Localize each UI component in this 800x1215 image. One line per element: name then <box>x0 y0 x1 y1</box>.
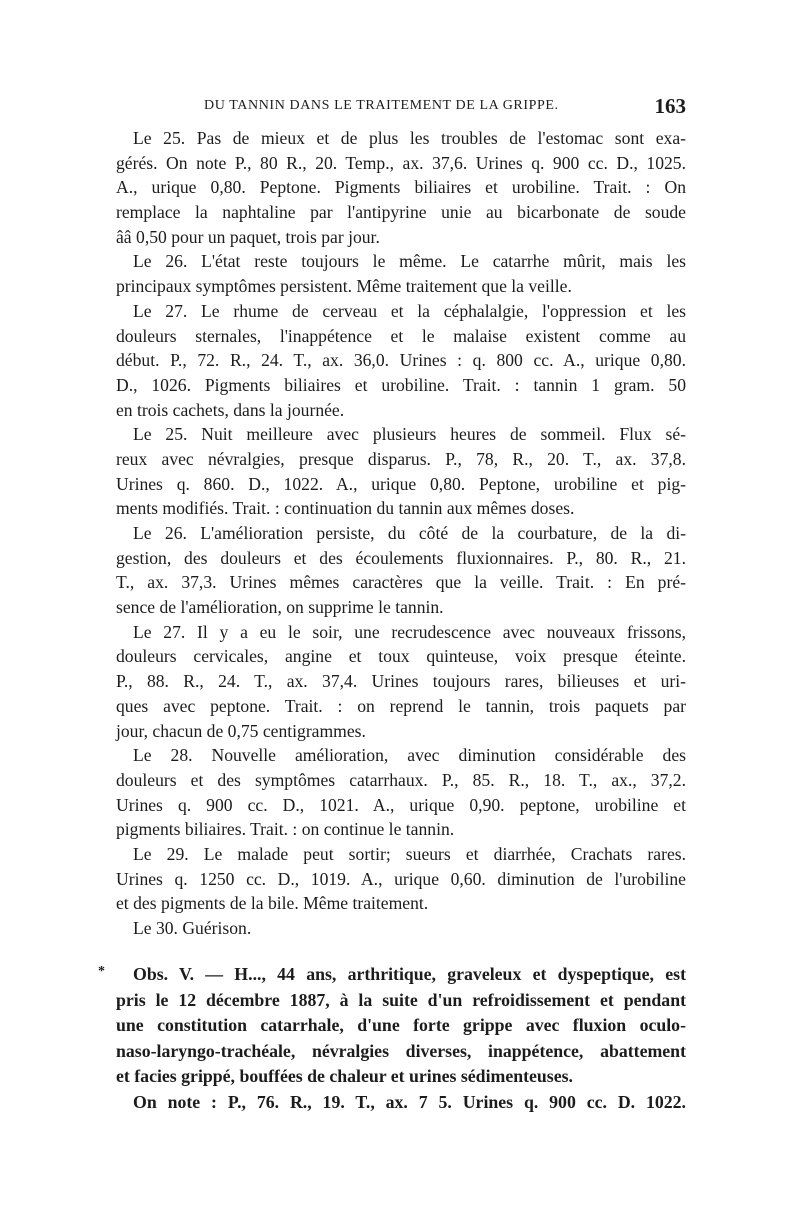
page-number: 163 <box>654 94 686 118</box>
running-head <box>116 94 686 118</box>
text-line: ments modifiés. Trait. : continuation du tannin aux mêmes doses. <box>116 498 575 519</box>
text-line: en trois cachets, dans la journée. <box>116 399 345 420</box>
observation-paragraph <box>116 962 686 1115</box>
text-line: gérés. On note P., 80 R., 20. Temp., ax. 37,6. Urines q. 900 cc. D., 1025. <box>116 152 686 173</box>
text-line: Le 25. Nuit meilleure avec plusieurs heures de sommeil. Flux sé- <box>133 424 686 445</box>
text-line: Le 25. Pas de mieux et de plus les troubles de l'estomac sont exa- <box>133 128 686 148</box>
text-line: douleurs et des symptômes catarrhaux. P., 85. R., 18. T., ax., 37,2. <box>116 769 686 790</box>
text-line: Le 27. Le rhume de cerveau et la céphalalgie, l'oppression et les <box>133 300 686 321</box>
text-line: Le 28. Nouvelle amélioration, avec diminution considérable des <box>133 745 686 766</box>
text-line: et des pigments de la bile. Même traitement. <box>116 893 429 914</box>
text-line: Le 27. Il y a eu le soir, une recrudescence avec nouveaux frissons, <box>133 621 686 642</box>
text-line: pigments biliaires. Trait. : on continue le tannin. <box>116 819 455 840</box>
text-line: début. P., 72. R., 24. T., ax. 36,0. Urines : q. 800 cc. A., urique 0,80. <box>116 350 686 371</box>
body-text <box>116 126 686 941</box>
text-line: et facies grippé, bouffées de chaleur et urines sédimenteuses. <box>116 1066 573 1086</box>
text-line: Obs. V. — H..., 44 ans, arthritique, graveleux et dyspeptique, est <box>133 964 686 984</box>
text-line: ââ 0,50 pour un paquet, trois par jour. <box>116 226 380 247</box>
text-line: Urines q. 900 cc. D., 1021. A., urique 0,90. peptone, urobiline et <box>116 794 686 815</box>
text-line: Le 26. L'amélioration persiste, du côté de la courbature, de la di- <box>133 523 686 543</box>
text-line: P., 88. R., 24. T., ax. 37,4. Urines toujours rares, bilieuses et uri- <box>116 671 686 692</box>
text-line: A., urique 0,80. Peptone. Pigments biliaires et urobiline. Trait. : On <box>116 177 686 198</box>
text-line: jour, chacun de 0,75 centigrammes. <box>116 720 366 741</box>
text-line: remplace la naphtaline par l'antipyrine unie au bicarbonate de soude <box>116 202 686 223</box>
text-line: sence de l'amélioration, on supprime le tannin. <box>116 597 444 618</box>
text-line: T., ax. 37,3. Urines mêmes caractères que la veille. Trait. : En pré- <box>116 572 686 593</box>
text-line: une constitution catarrhale, d'une forte grippe avec fluxion oculo- <box>116 1015 686 1035</box>
text-line: Le 29. Le malade peut sortir; sueurs et diarrhée, Crachats rares. <box>133 843 686 864</box>
text-line: On note : P., 76. R., 19. T., ax. 7 5. Urines q. 900 cc. D. 1022. <box>133 1091 686 1112</box>
text-line: D., 1026. Pigments biliaires et urobiline. Trait. : tannin 1 gram. 50 <box>116 374 686 395</box>
observation-marker: * <box>98 964 105 979</box>
text-line: reux avec névralgies, presque disparus. P., 78, R., 20. T., ax. 37,8. <box>116 448 686 469</box>
text-line: douleurs cervicales, angine et toux quinteuse, voix presque éteinte. <box>116 646 686 667</box>
text-line: pris le 12 décembre 1887, à la suite d'un refroidissement et pendant <box>116 989 686 1010</box>
text-line: Le 30. Guérison. <box>133 918 252 938</box>
text-line: Urines q. 1250 cc. D., 1019. A., urique 0,60. diminution de l'urobiline <box>116 868 686 889</box>
text-line: ques avec peptone. Trait. : on reprend le tannin, trois paquets par <box>116 695 686 716</box>
text-line: douleurs sternales, l'inappétence et le malaise existent comme au <box>116 325 686 346</box>
text-line: naso-laryngo-trachéale, névralgies diverses, inappétence, abattement <box>116 1040 686 1061</box>
text-line: principaux symptômes persistent. Même traitement que la veille. <box>116 276 572 297</box>
text-line: Urines q. 860. D., 1022. A., urique 0,80. Peptone, urobiline et pig- <box>116 473 686 494</box>
text-line: gestion, des douleurs et des écoulements fluxionnaires. P., 80. R., 21. <box>116 547 686 568</box>
text-line: Le 26. L'état reste toujours le même. Le catarrhe mûrit, mais les <box>133 251 686 272</box>
running-title: DU TANNIN DANS LE TRAITEMENT DE LA GRIPPE. <box>204 98 559 113</box>
